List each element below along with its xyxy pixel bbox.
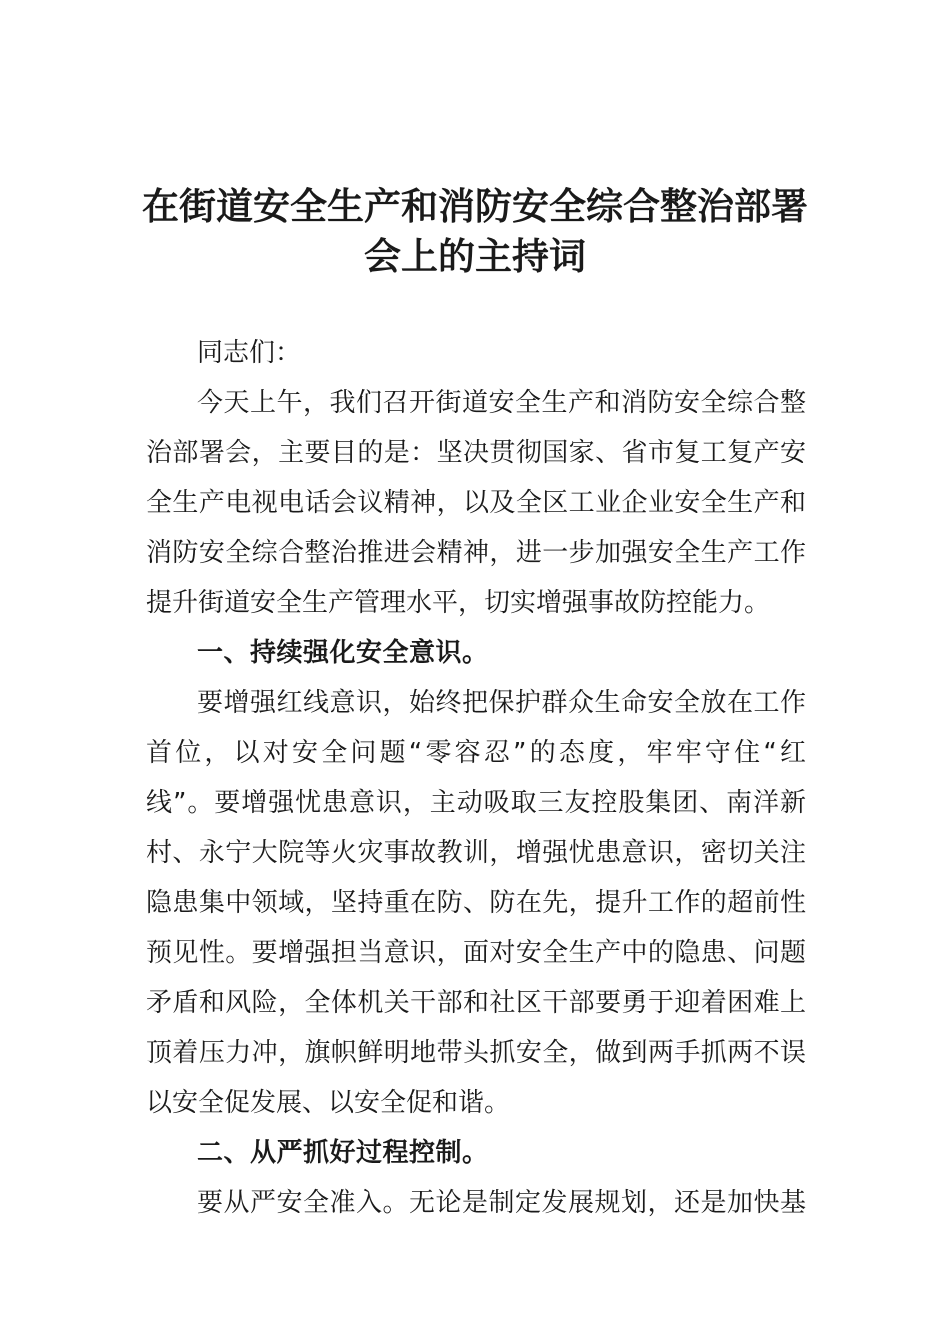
paragraph-2-line-6: 预见性。要增强担当意识，面对安全生产中的隐患、问题 xyxy=(146,938,806,968)
paragraph-3-line-1: 要从严安全准入。无论是制定发展规划，还是加快基 xyxy=(197,1188,806,1218)
paragraph-1-line-5: 提升街道安全生产管理水平，切实增强事故防控能力。 xyxy=(146,588,771,618)
paragraph-2-line-5: 隐患集中领域，坚持重在防、防在先，提升工作的超前性 xyxy=(146,888,806,918)
paragraph-2-line-3: 线”。要增强忧患意识，主动吸取三友控股集团、南洋新 xyxy=(146,788,806,818)
paragraph-2-line-4: 村、永宁大院等火灾事故教训，增强忧患意识，密切关注 xyxy=(146,838,806,868)
paragraph-2-line-9: 以安全促发展、以安全促和谐。 xyxy=(146,1088,511,1118)
paragraph-1-line-3: 全生产电视电话会议精神，以及全区工业企业安全生产和 xyxy=(146,488,806,518)
paragraph-1-line-4: 消防安全综合整治推进会精神，进一步加强安全生产工作 xyxy=(146,538,806,568)
paragraph-1-line-1: 今天上午，我们召开街道安全生产和消防安全综合整 xyxy=(197,388,806,418)
section-heading-1: 一、持续强化安全意识。 xyxy=(197,638,489,668)
paragraph-2-line-2: 首位，以对安全问题“零容忍”的态度，牢牢守住“红 xyxy=(146,738,806,768)
document-title-line-2: 会上的主持词 xyxy=(364,234,586,278)
document-title-line-1: 在街道安全生产和消防安全综合整治部署 xyxy=(142,184,808,228)
section-heading-2: 二、从严抓好过程控制。 xyxy=(197,1138,489,1168)
salutation: 同志们： xyxy=(197,338,302,368)
paragraph-2-line-7: 矛盾和风险，全体机关干部和社区干部要勇于迎着困难上 xyxy=(146,988,806,1018)
paragraph-1-line-2: 治部署会，主要目的是：坚决贯彻国家、省市复工复产安 xyxy=(146,438,806,468)
paragraph-2-line-1: 要增强红线意识，始终把保护群众生命安全放在工作 xyxy=(197,688,806,718)
paragraph-2-line-8: 顶着压力冲，旗帜鲜明地带头抓安全，做到两手抓两不误 xyxy=(146,1038,806,1068)
